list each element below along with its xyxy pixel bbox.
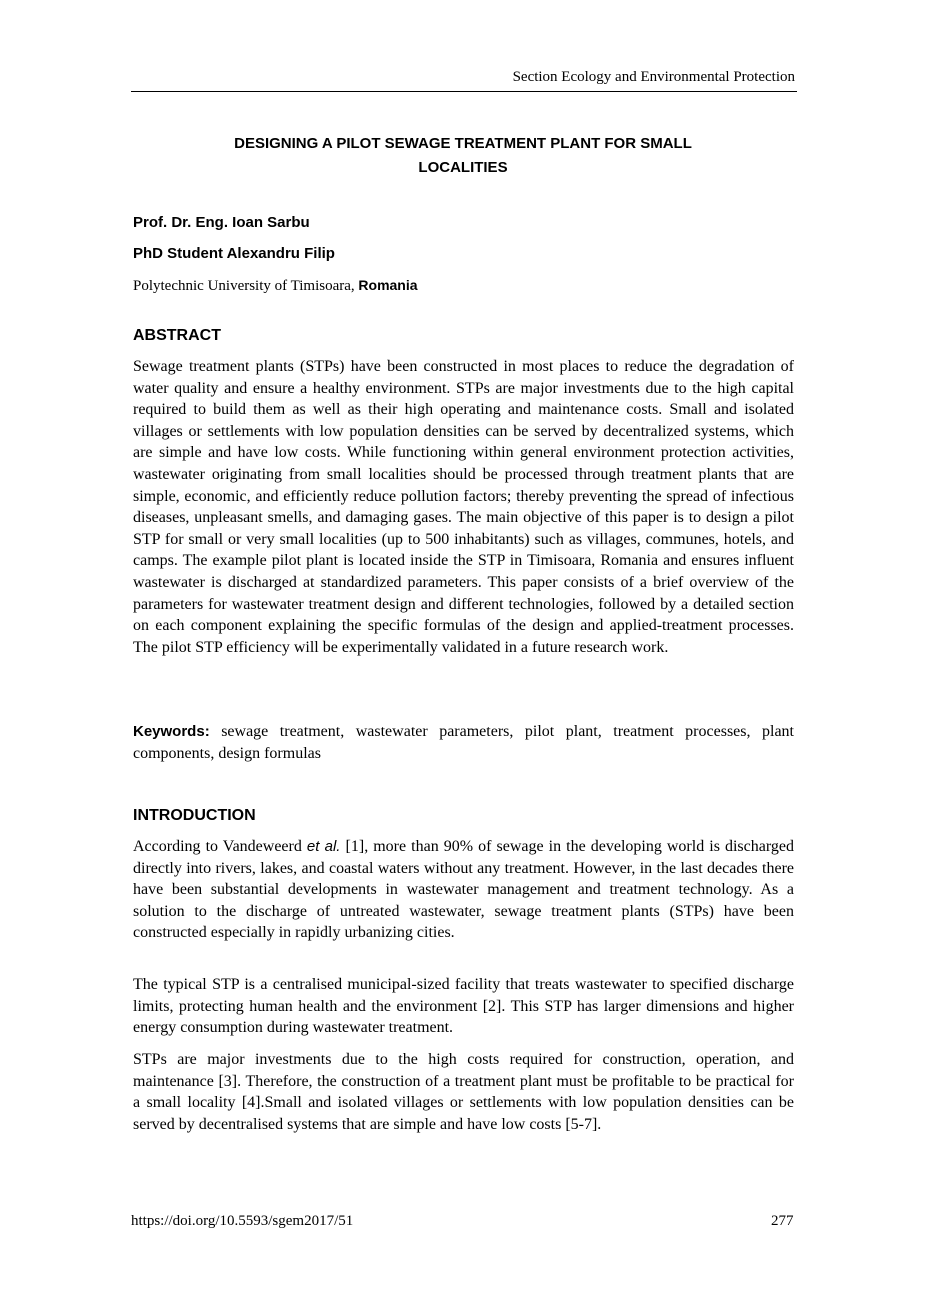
affiliation [133, 275, 418, 296]
abstract-heading: ABSTRACT [133, 327, 221, 344]
introduction-heading: INTRODUCTION [133, 807, 256, 824]
page-number: 277 [771, 1213, 794, 1229]
title-line-1: DESIGNING A PILOT SEWAGE TREATMENT PLANT FOR SMALL [234, 135, 692, 152]
running-header: Section Ecology and Environmental Protection [512, 69, 795, 85]
affiliation-institution: Polytechnic University of Timisoara, [133, 278, 359, 294]
author-1: Prof. Dr. Eng. Ioan Sarbu [133, 214, 310, 231]
keywords-label: Keywords: [133, 723, 210, 740]
intro-p1-text-b: [1], more than 90% of sewage in the developing world is discharged directly into rivers, lakes, and coastal waters without any treatment. However, in the last decades there have been substantial developments in wastewater management and treatment technology. As a solution to the discharge of untreated wastewater, sewage treatment plants (STPs) have been constructed especially in rapidly urbanizing cities. [133, 838, 794, 942]
header-rule [131, 91, 797, 92]
keywords-text: sewage treatment, wastewater parameters, pilot plant, treatment processes, plant components, design formulas [133, 723, 794, 762]
intro-paragraph-2: The typical STP is a centralised municipal-sized facility that treats wastewater to specified discharge limits, protecting human health and the environment [2]. This STP has larger dimensions and higher energy consumption during wastewater treatment. [133, 976, 794, 1037]
intro-paragraph-3: STPs are major investments due to the high costs required for construction, operation, and maintenance [3]. Therefore, the construction of a treatment plant must be profitable to be practical for a small locality [4].Small and isolated villages or settlements with low population densities can be served by decentralised systems that are simple and have low costs [5-7]. [133, 1051, 794, 1133]
intro-p1-text-a: According to Vandeweerd [133, 838, 307, 855]
title-line-2: LOCALITIES [418, 159, 508, 176]
intro-paragraph-1 [133, 836, 794, 944]
doi-link[interactable]: https://doi.org/10.5593/sgem2017/51 [131, 1213, 354, 1229]
paper-title [131, 132, 795, 180]
abstract-text: Sewage treatment plants (STPs) have been constructed in most places to reduce the degradation of water quality and ensure a healthy environment. STPs are major investments due to the high capital required to build them as well as their high operating and maintenance costs. Small and isolated villages or settlements with low population densities can be served by decentralized systems, which are simple and have low costs. While functioning within general environment protection activities, wastewater originating from small localities should be processed through treatment plants that are simple, economic, and efficiently reduce pollution factors; thereby preventing the spread of infectious diseases, unpleasant smells, and damaging gases. The main objective of this paper is to design a pilot STP for small or very small localities (up to 500 inhabitants) such as villages, communes, hotels, and camps. The example pilot plant is located inside the STP in Timisoara, Romania and ensures influent wastewater is discharged at standardized parameters. This paper consists of a brief overview of the parameters for wastewater treatment design and different technologies, followed by a detailed section on each component explaining the specific formulas of the design and applied-treatment processes. The pilot STP efficiency will be experimentally validated in a future research work. [133, 358, 794, 656]
intro-p1-etal: et al. [306, 838, 341, 855]
keywords [133, 721, 794, 764]
author-2: PhD Student Alexandru Filip [133, 245, 335, 262]
affiliation-country: Romania [358, 277, 418, 293]
